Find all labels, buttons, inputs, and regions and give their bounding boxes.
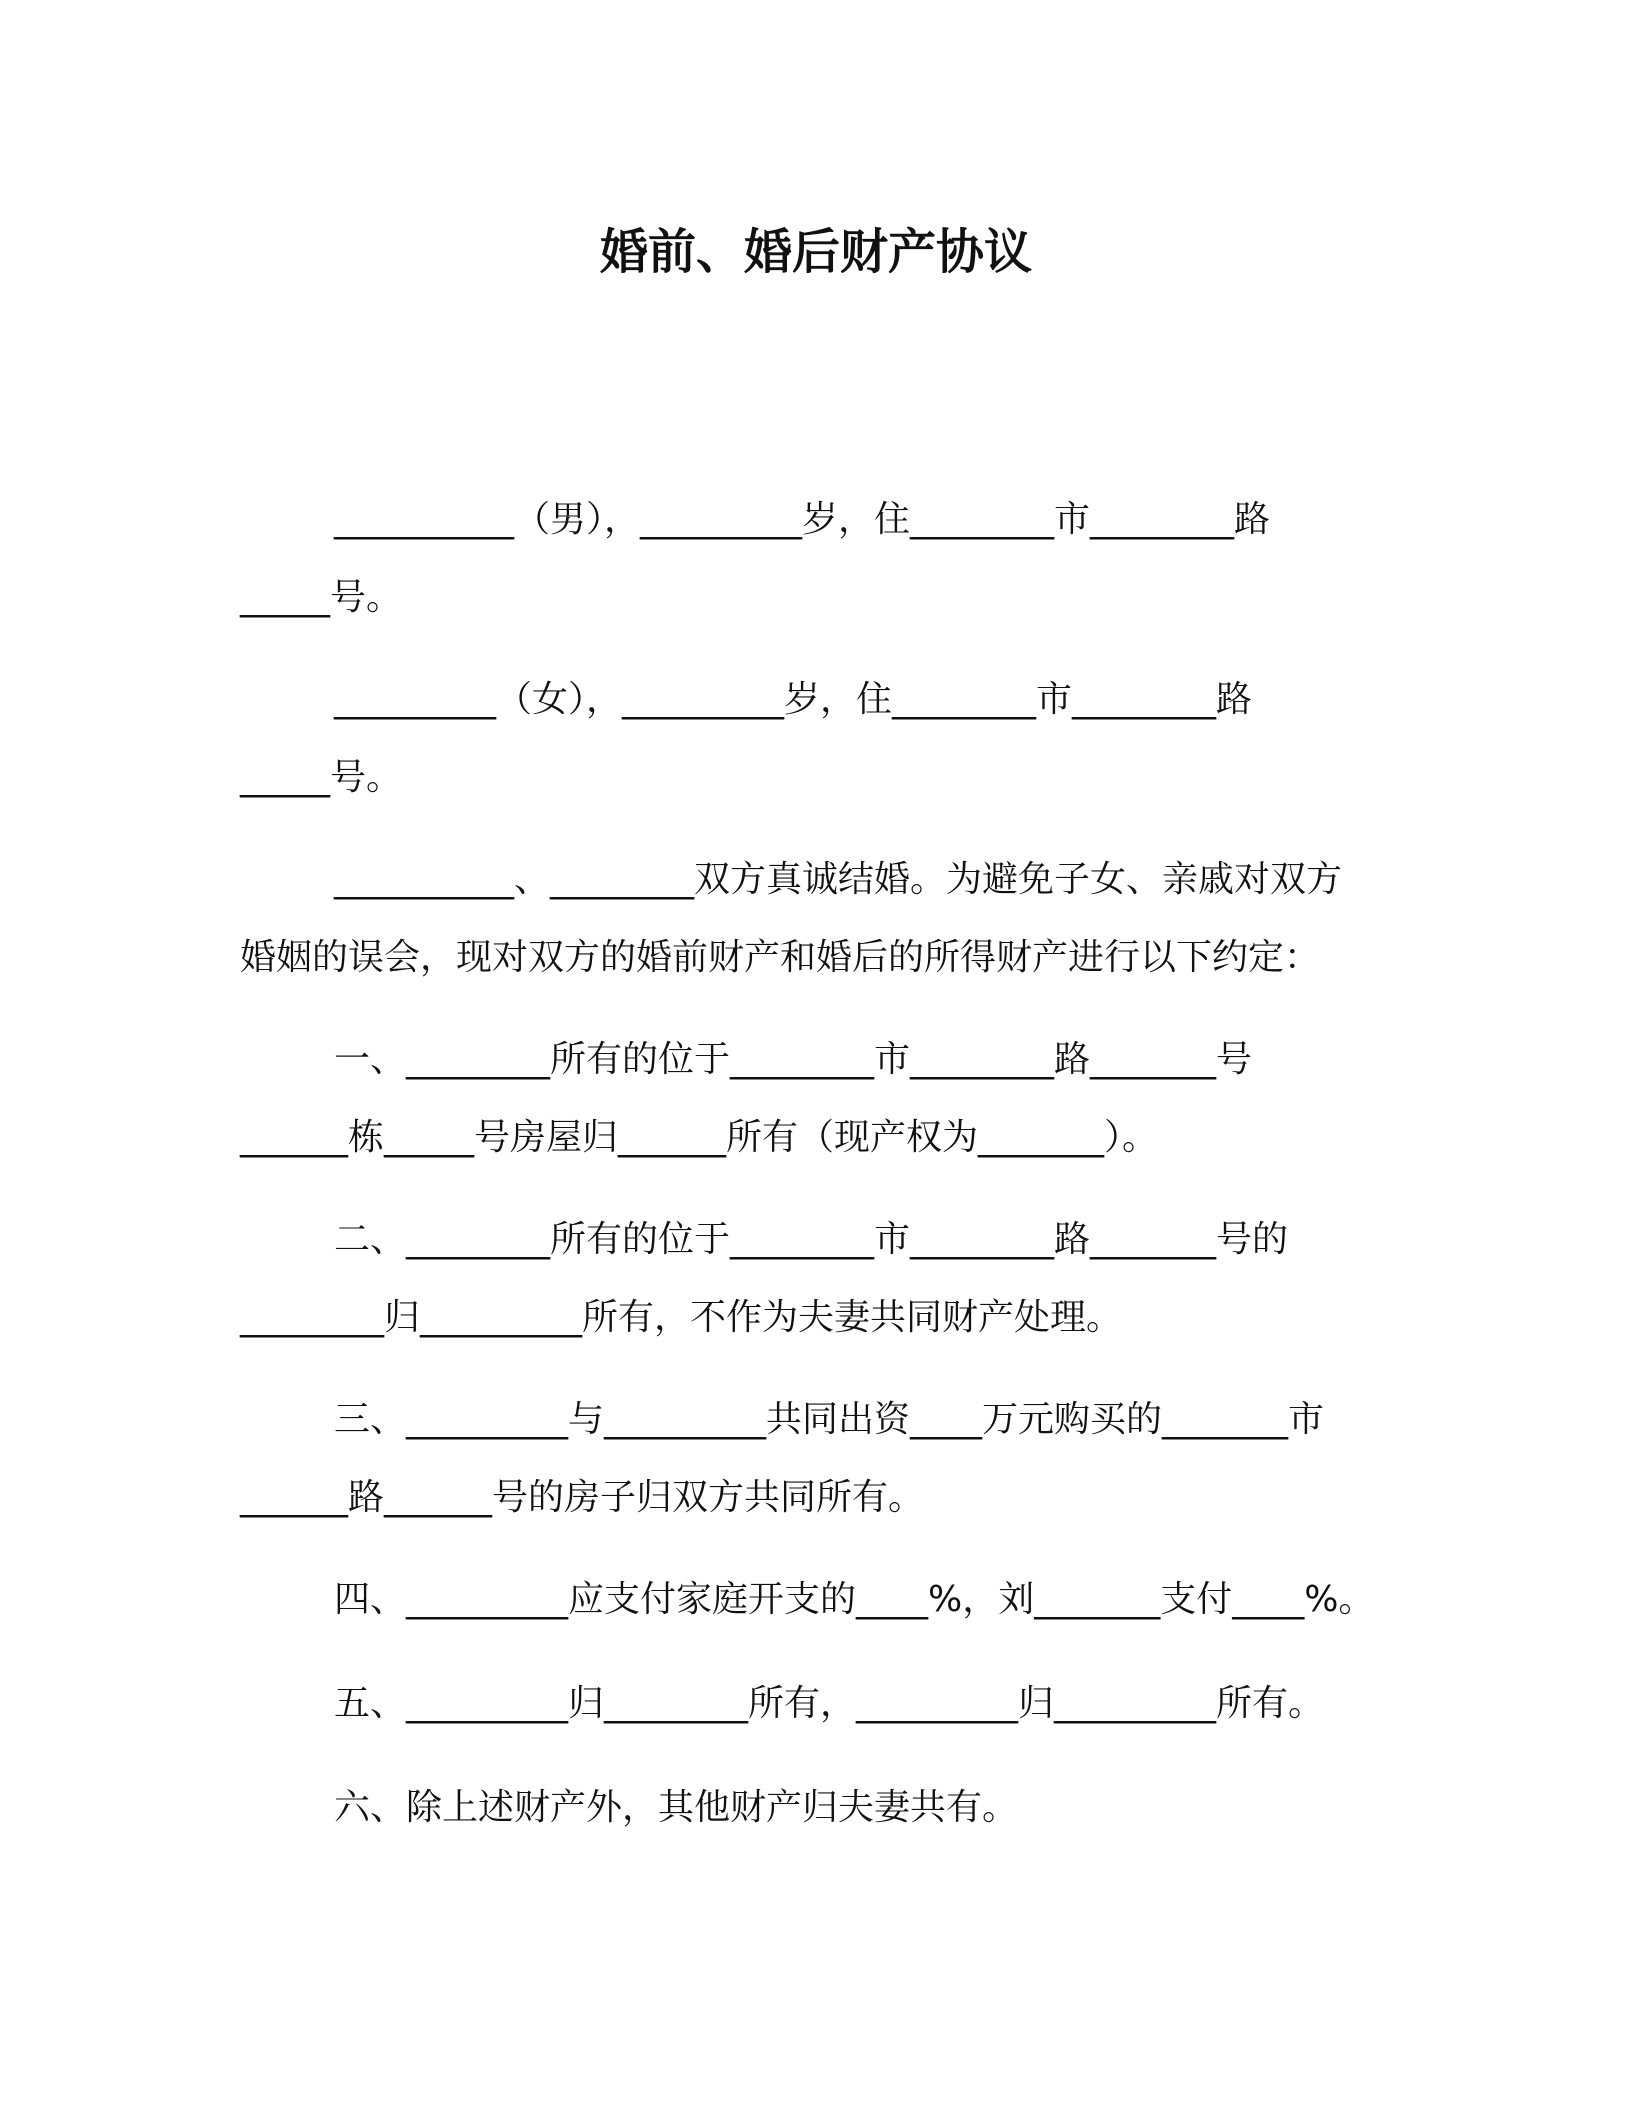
party-male-line-cont: _____号。 xyxy=(240,577,403,618)
party-female-line: _________（女），_________岁，住________市________路 xyxy=(334,679,1253,720)
clause-1-line: 一、________所有的位于________市________路_______号 xyxy=(334,1039,1253,1080)
clause-1-line-cont: ______栋_____号房屋归______所有（现产权为_______）。 xyxy=(240,1117,1159,1158)
clause-6-line: 六、除上述财产外，其他财产归夫妻共有。 xyxy=(334,1787,1019,1828)
preamble-line: __________、________双方真诚结婚。为避免子女、亲戚对双方 xyxy=(334,859,1343,900)
clause-4-line: 四、_________应支付家庭开支的____%，刘_______支付____%。 xyxy=(334,1579,1375,1620)
clause-5-line: 五、_________归________所有，_________归_________所有。 xyxy=(334,1683,1325,1724)
document-title: 婚前、婚后财产协议 xyxy=(599,224,1032,280)
clause-3-line-cont: ______路______号的房子归双方共同所有。 xyxy=(240,1477,925,1518)
party-female-line-cont: _____号。 xyxy=(240,757,403,798)
clause-2-line-cont: ________归_________所有，不作为夫妻共同财产处理。 xyxy=(240,1297,1123,1338)
party-male-line: __________（男），_________岁，住________市________路 xyxy=(334,499,1271,540)
clause-3-line: 三、_________与_________共同出资____万元购买的_______市 xyxy=(334,1399,1325,1440)
clause-2-line: 二、________所有的位于________市________路_______号的 xyxy=(334,1219,1289,1260)
preamble-line-cont: 婚姻的误会，现对双方的婚前财产和婚后的所得财产进行以下约定： xyxy=(240,937,1321,978)
